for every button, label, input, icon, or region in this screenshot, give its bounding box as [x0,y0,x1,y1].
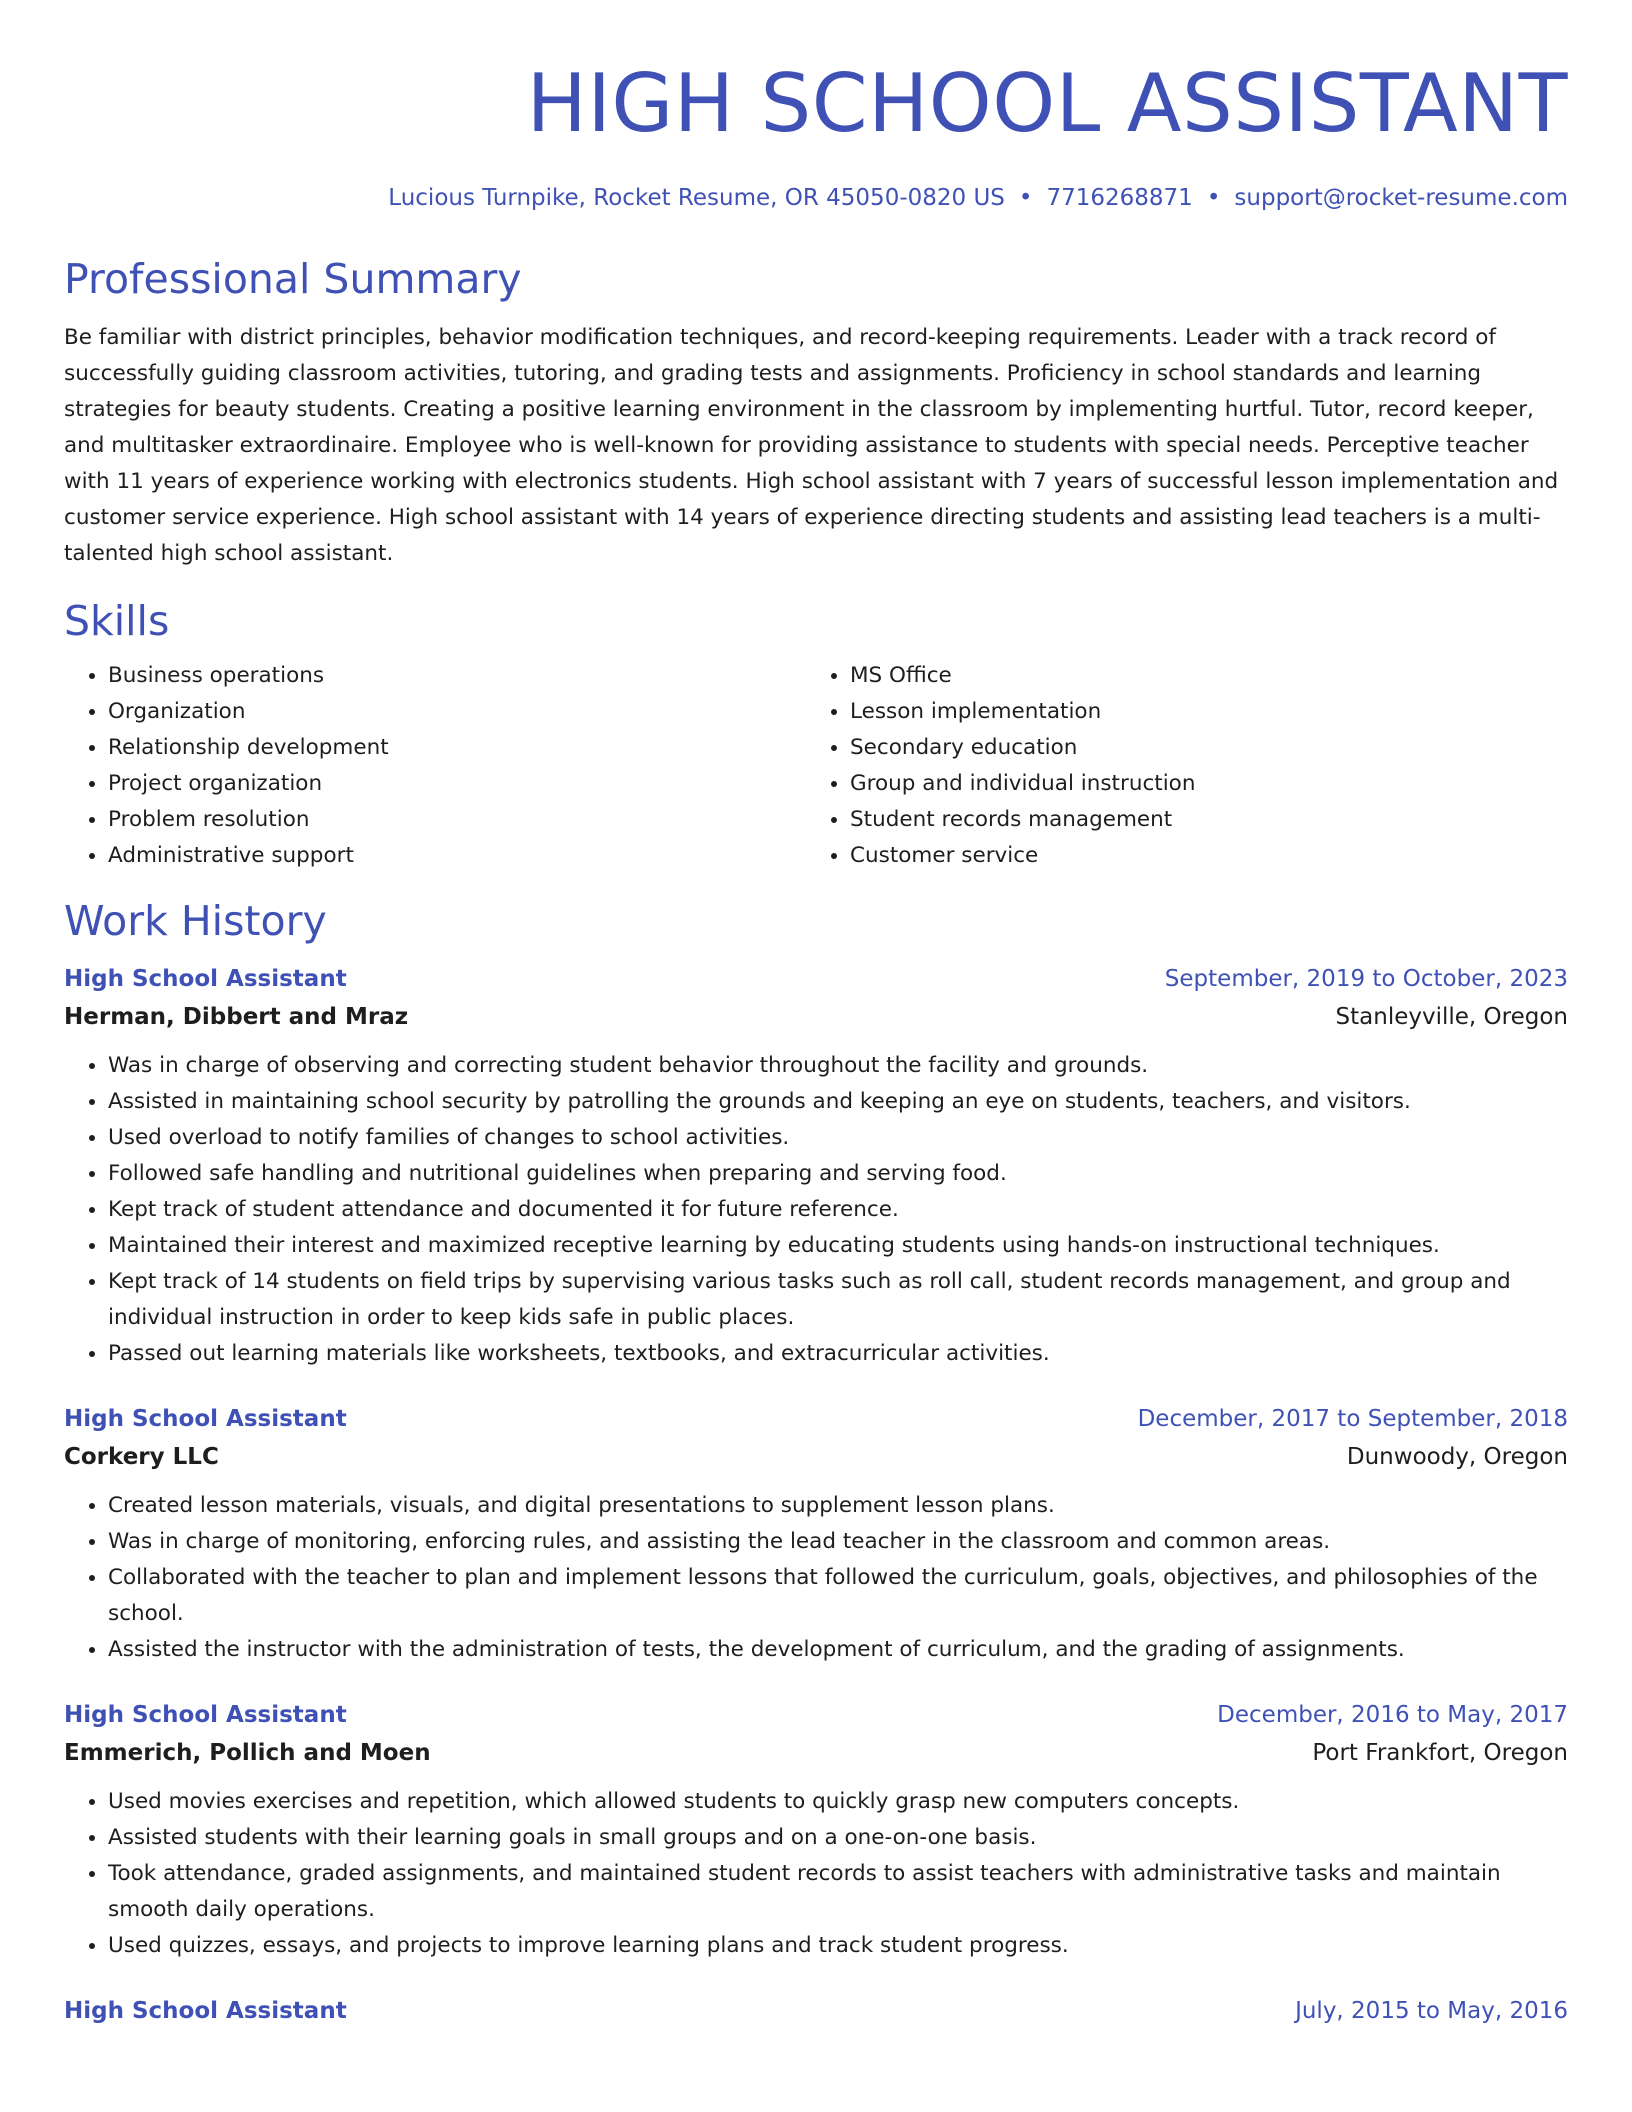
job-entry [64,1696,1568,1964]
job-bullet: • Maintained their interest and maximized receptive learning by educating students using hands-on instructional techniques. [108,1228,1568,1264]
skills-list [64,658,1568,874]
job-entry [64,1400,1568,1668]
job-bullet: • Assisted in maintaining school security by patrolling the grounds and keeping an eye on students, teachers, and visitors. [108,1084,1568,1120]
skill-item: • Relationship development [108,730,806,766]
job-entry [64,960,1568,1372]
skill-item: • Customer service [850,838,1548,874]
resume-page [64,0,1568,2030]
job-company-row [64,1438,1568,1476]
job-bullet: • Assisted the instructor with the administration of tests, the development of curriculum, and the grading of assignments. [108,1632,1568,1668]
phone-text: 7716268871 [1046,185,1193,211]
company-name: Herman, Dibbert and Mraz [64,1004,409,1030]
job-title-row [64,1992,1568,2030]
job-bullet: • Kept track of student attendance and documented it for future reference. [108,1192,1568,1228]
skill-item: • Lesson implementation [850,694,1548,730]
email-link[interactable]: support@rocket-resume.com [1234,185,1568,211]
job-bullet: • Used movies exercises and repetition, which allowed students to quickly grasp new computers concepts. [108,1784,1568,1820]
job-dates: December, 2016 to May, 2017 [1217,1702,1568,1728]
job-bullets [64,1784,1568,1964]
summary-text: Be familiar with district principles, behavior modification techniques, and record-keeping requirements. Leader with a track record of successfully guiding classroom activities, tutoring, and grading tests and assignments. Proficiency in school standards and learning strategies for beauty students. Creating a positive learning environment in the classroom by implementing hurtful. Tutor, record keeper, and multitasker extraordinaire. Employee who is well-known for providing assistance to students with special needs. Perceptive teacher with 11 years of experience working with electronics students. High school assistant with 7 years of successful lesson implementation and customer service experience. High school assistant with 14 years of experience directing students and assisting lead teachers is a multi-talented high school assistant. [64,325,1559,566]
skills-column-right [806,658,1548,874]
job-company-row [64,1734,1568,1772]
skills-column-left [64,658,806,874]
skill-item: • Group and individual instruction [850,766,1548,802]
job-bullet: • Passed out learning materials like worksheets, textbooks, and extracurricular activities. [108,1336,1568,1372]
separator-dot: • [1018,185,1033,211]
job-title: High School Assistant [64,1406,347,1432]
company-name: Corkery LLC [64,1444,219,1470]
resume-title: HIGH SCHOOL ASSISTANT [526,57,1568,150]
separator-dot: • [1206,185,1221,211]
job-bullet: • Kept track of 14 students on field trips by supervising various tasks such as roll call, student records management, and group and individual instruction in order to keep kids safe in public places. [108,1264,1568,1336]
skill-item: • Student records management [850,802,1548,838]
job-bullets [64,1488,1568,1668]
job-bullet: • Followed safe handling and nutritional guidelines when preparing and serving food. [108,1156,1568,1192]
job-company-row [64,998,1568,1036]
skill-item: • Secondary education [850,730,1548,766]
skill-item: • Project organization [108,766,806,802]
job-location: Stanleyville, Oregon [1335,1004,1568,1030]
job-location: Port Frankfort, Oregon [1312,1740,1568,1766]
job-dates: July, 2015 to May, 2016 [1295,1998,1568,2024]
job-entry [64,1992,1568,2030]
job-title: High School Assistant [64,1998,347,2024]
job-dates: December, 2017 to September, 2018 [1137,1406,1568,1432]
skill-item: • MS Office [850,658,1548,694]
job-bullet: • Was in charge of observing and correcting student behavior throughout the facility and grounds. [108,1048,1568,1084]
job-bullet: • Took attendance, graded assignments, and maintained student records to assist teachers with administrative tasks and maintain smooth daily operations. [108,1856,1568,1928]
job-bullet: • Was in charge of monitoring, enforcing rules, and assisting the lead teacher in the classroom and common areas. [108,1524,1568,1560]
job-bullet: • Used quizzes, essays, and projects to improve learning plans and track student progress. [108,1928,1568,1964]
address-text: Lucious Turnpike, Rocket Resume, OR 45050-0820 US [388,185,1005,211]
job-bullet: • Collaborated with the teacher to plan and implement lessons that followed the curriculum, goals, objectives, and philosophies of the school. [108,1560,1568,1632]
work-history-heading: Work History [64,897,327,945]
job-title-row [64,1400,1568,1438]
summary-heading: Professional Summary [64,255,522,303]
job-title: High School Assistant [64,1702,347,1728]
company-name: Emmerich, Pollich and Moen [64,1740,431,1766]
job-dates: September, 2019 to October, 2023 [1164,966,1568,992]
contact-line [64,182,1568,214]
skills-heading: Skills [64,597,170,645]
skill-item: • Organization [108,694,806,730]
job-title-row [64,960,1568,998]
job-location: Dunwoody, Oregon [1346,1444,1568,1470]
skill-item: • Business operations [108,658,806,694]
job-bullet: • Created lesson materials, visuals, and digital presentations to supplement lesson plans. [108,1488,1568,1524]
job-bullet: • Used overload to notify families of changes to school activities. [108,1120,1568,1156]
skill-item: • Problem resolution [108,802,806,838]
job-bullets [64,1048,1568,1372]
job-bullet: • Assisted students with their learning goals in small groups and on a one-on-one basis. [108,1820,1568,1856]
skill-item: • Administrative support [108,838,806,874]
job-title-row [64,1696,1568,1734]
job-title: High School Assistant [64,966,347,992]
